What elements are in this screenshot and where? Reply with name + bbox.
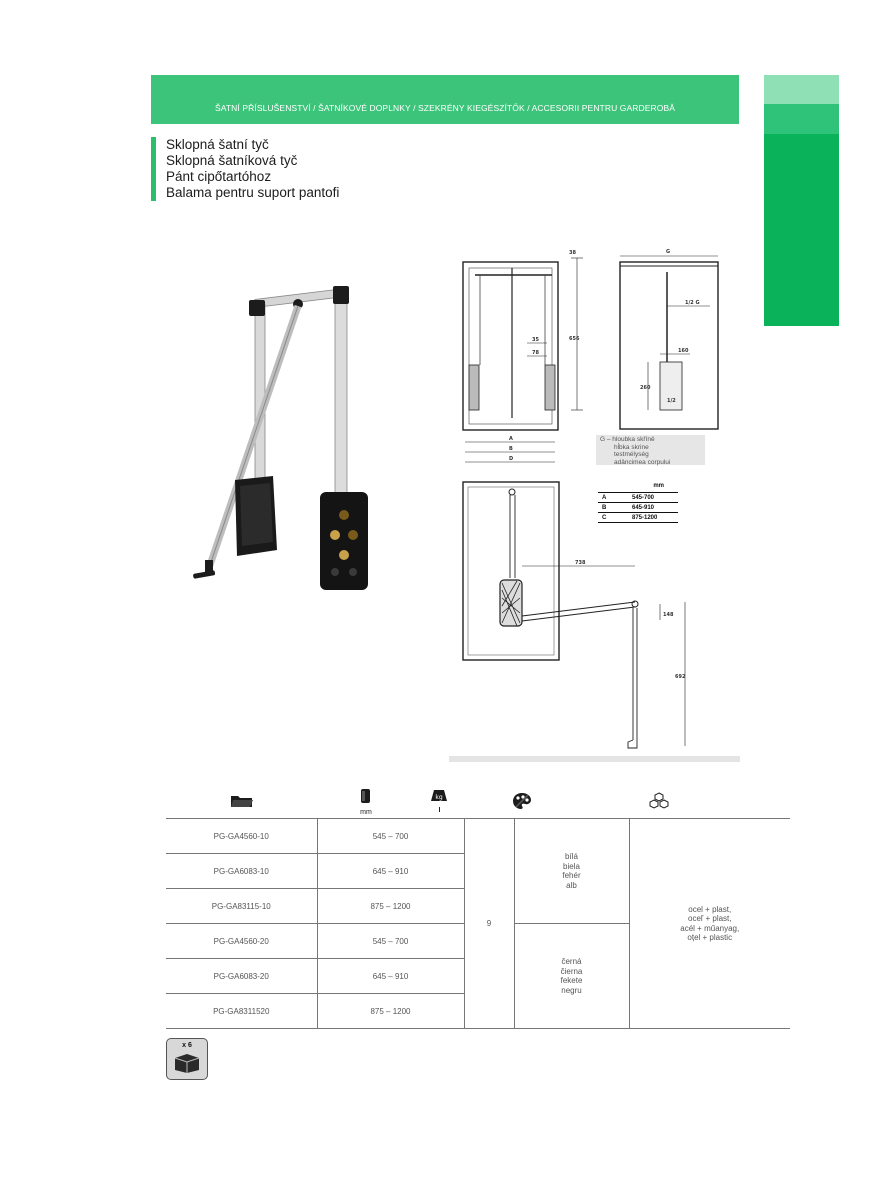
color-white-sk: biela xyxy=(563,861,580,871)
note-line: hĺbka skrine xyxy=(614,443,649,451)
package-icon xyxy=(166,1038,208,1080)
dim-g: G xyxy=(666,249,671,255)
note-line: G – hloubka skříně xyxy=(600,436,655,443)
product-range: 875 – 1200 xyxy=(317,889,464,924)
material-sk: oceľ + plast, xyxy=(688,914,732,923)
product-range: 545 – 700 xyxy=(317,819,464,854)
product-range: 645 – 910 xyxy=(317,854,464,889)
size-value: 875-1200 xyxy=(632,514,658,521)
color-black-hu: fekete xyxy=(560,976,583,985)
size-value: 545-700 xyxy=(632,494,655,501)
dim-half-g: 1/2 G xyxy=(685,300,700,306)
material-ro: oțel + plastic xyxy=(687,933,733,942)
dim-half: 1/2 xyxy=(667,398,676,404)
load-kg: 9 xyxy=(464,819,514,1029)
dim-38: 38 xyxy=(569,250,576,256)
size-value: 645-910 xyxy=(632,504,655,511)
color-white-ro: alb xyxy=(566,880,577,890)
material-hu: acél + műanyag, xyxy=(680,923,740,933)
product-code: PG-GA4560-10 xyxy=(166,819,317,854)
front-view-drawing xyxy=(455,240,595,468)
kg-label: kg xyxy=(435,794,443,801)
color-white-cz: bílá xyxy=(565,852,578,861)
title-sk: Sklopná šatníková tyč xyxy=(151,153,339,169)
dim-738: 738 xyxy=(575,560,586,566)
dim-656: 656 xyxy=(569,336,580,342)
color-black-sk: čierna xyxy=(560,966,583,976)
color-black xyxy=(514,924,629,1029)
material xyxy=(629,819,790,1029)
dim-d: D xyxy=(509,456,514,462)
size-key: A xyxy=(602,494,607,501)
size-key: B xyxy=(602,504,607,511)
product-range: 645 – 910 xyxy=(317,959,464,994)
dim-35: 35 xyxy=(532,337,539,343)
product-code: PG-GA6083-10 xyxy=(166,854,317,889)
folder-icon xyxy=(230,794,254,813)
product-code: PG-GA8311520 xyxy=(166,994,317,1029)
color-black-cz: černá xyxy=(561,957,582,966)
title-cz: Sklopná šatní tyč xyxy=(151,137,339,153)
dim-692: 692 xyxy=(675,674,686,680)
width-mm-icon xyxy=(355,788,377,816)
color-white-hu: fehér xyxy=(562,871,581,880)
extended-view-drawing xyxy=(455,478,695,753)
category-header: ŠATNÍ PŘÍSLUŠENSTVÍ / ŠATNÍKOVÉ DOPLNKY / SZEKRÉNY KIEGÉSZÍTŐK / ACCESORII PENTRU GARDEROBĂ xyxy=(214,103,676,113)
product-code: PG-GA83115-10 xyxy=(166,889,317,924)
note-line: adâncimea corpului xyxy=(614,458,671,466)
title-ro: Balama pentru suport pantofi xyxy=(151,185,339,201)
side-tab-mid xyxy=(764,104,839,134)
material-cubes-icon xyxy=(648,792,670,815)
dim-160: 160 xyxy=(678,348,689,354)
product-table xyxy=(166,818,790,1029)
side-view-drawing xyxy=(610,244,725,434)
product-range: 875 – 1200 xyxy=(317,994,464,1029)
drawing-divider-bar xyxy=(449,756,740,762)
dim-a: A xyxy=(509,436,513,442)
depth-note xyxy=(600,436,670,466)
note-line: testmélység xyxy=(614,451,649,458)
package-count: x 6 xyxy=(182,1042,192,1049)
product-range: 545 – 700 xyxy=(317,924,464,959)
weight-kg-icon xyxy=(429,788,449,812)
dim-b: B xyxy=(509,446,513,452)
dim-78: 78 xyxy=(532,350,539,356)
side-tab-light xyxy=(764,75,839,104)
product-code: PG-GA4560-20 xyxy=(166,924,317,959)
color-palette-icon xyxy=(512,792,532,815)
mm-label: mm xyxy=(360,809,372,816)
color-white xyxy=(514,819,629,924)
size-key: C xyxy=(602,514,607,521)
header-band xyxy=(151,75,739,124)
product-titles xyxy=(151,137,339,201)
color-black-ro: negru xyxy=(561,985,582,995)
size-unit: mm xyxy=(653,483,664,489)
product-code: PG-GA6083-20 xyxy=(166,959,317,994)
dim-260: 260 xyxy=(640,385,651,391)
material-cz: ocel + plast, xyxy=(688,904,732,914)
table-row xyxy=(166,819,790,854)
side-tab-active xyxy=(764,134,839,326)
product-photo xyxy=(185,280,385,600)
dim-148: 148 xyxy=(663,612,674,618)
title-hu: Pánt cipőtartóhoz xyxy=(151,169,339,185)
